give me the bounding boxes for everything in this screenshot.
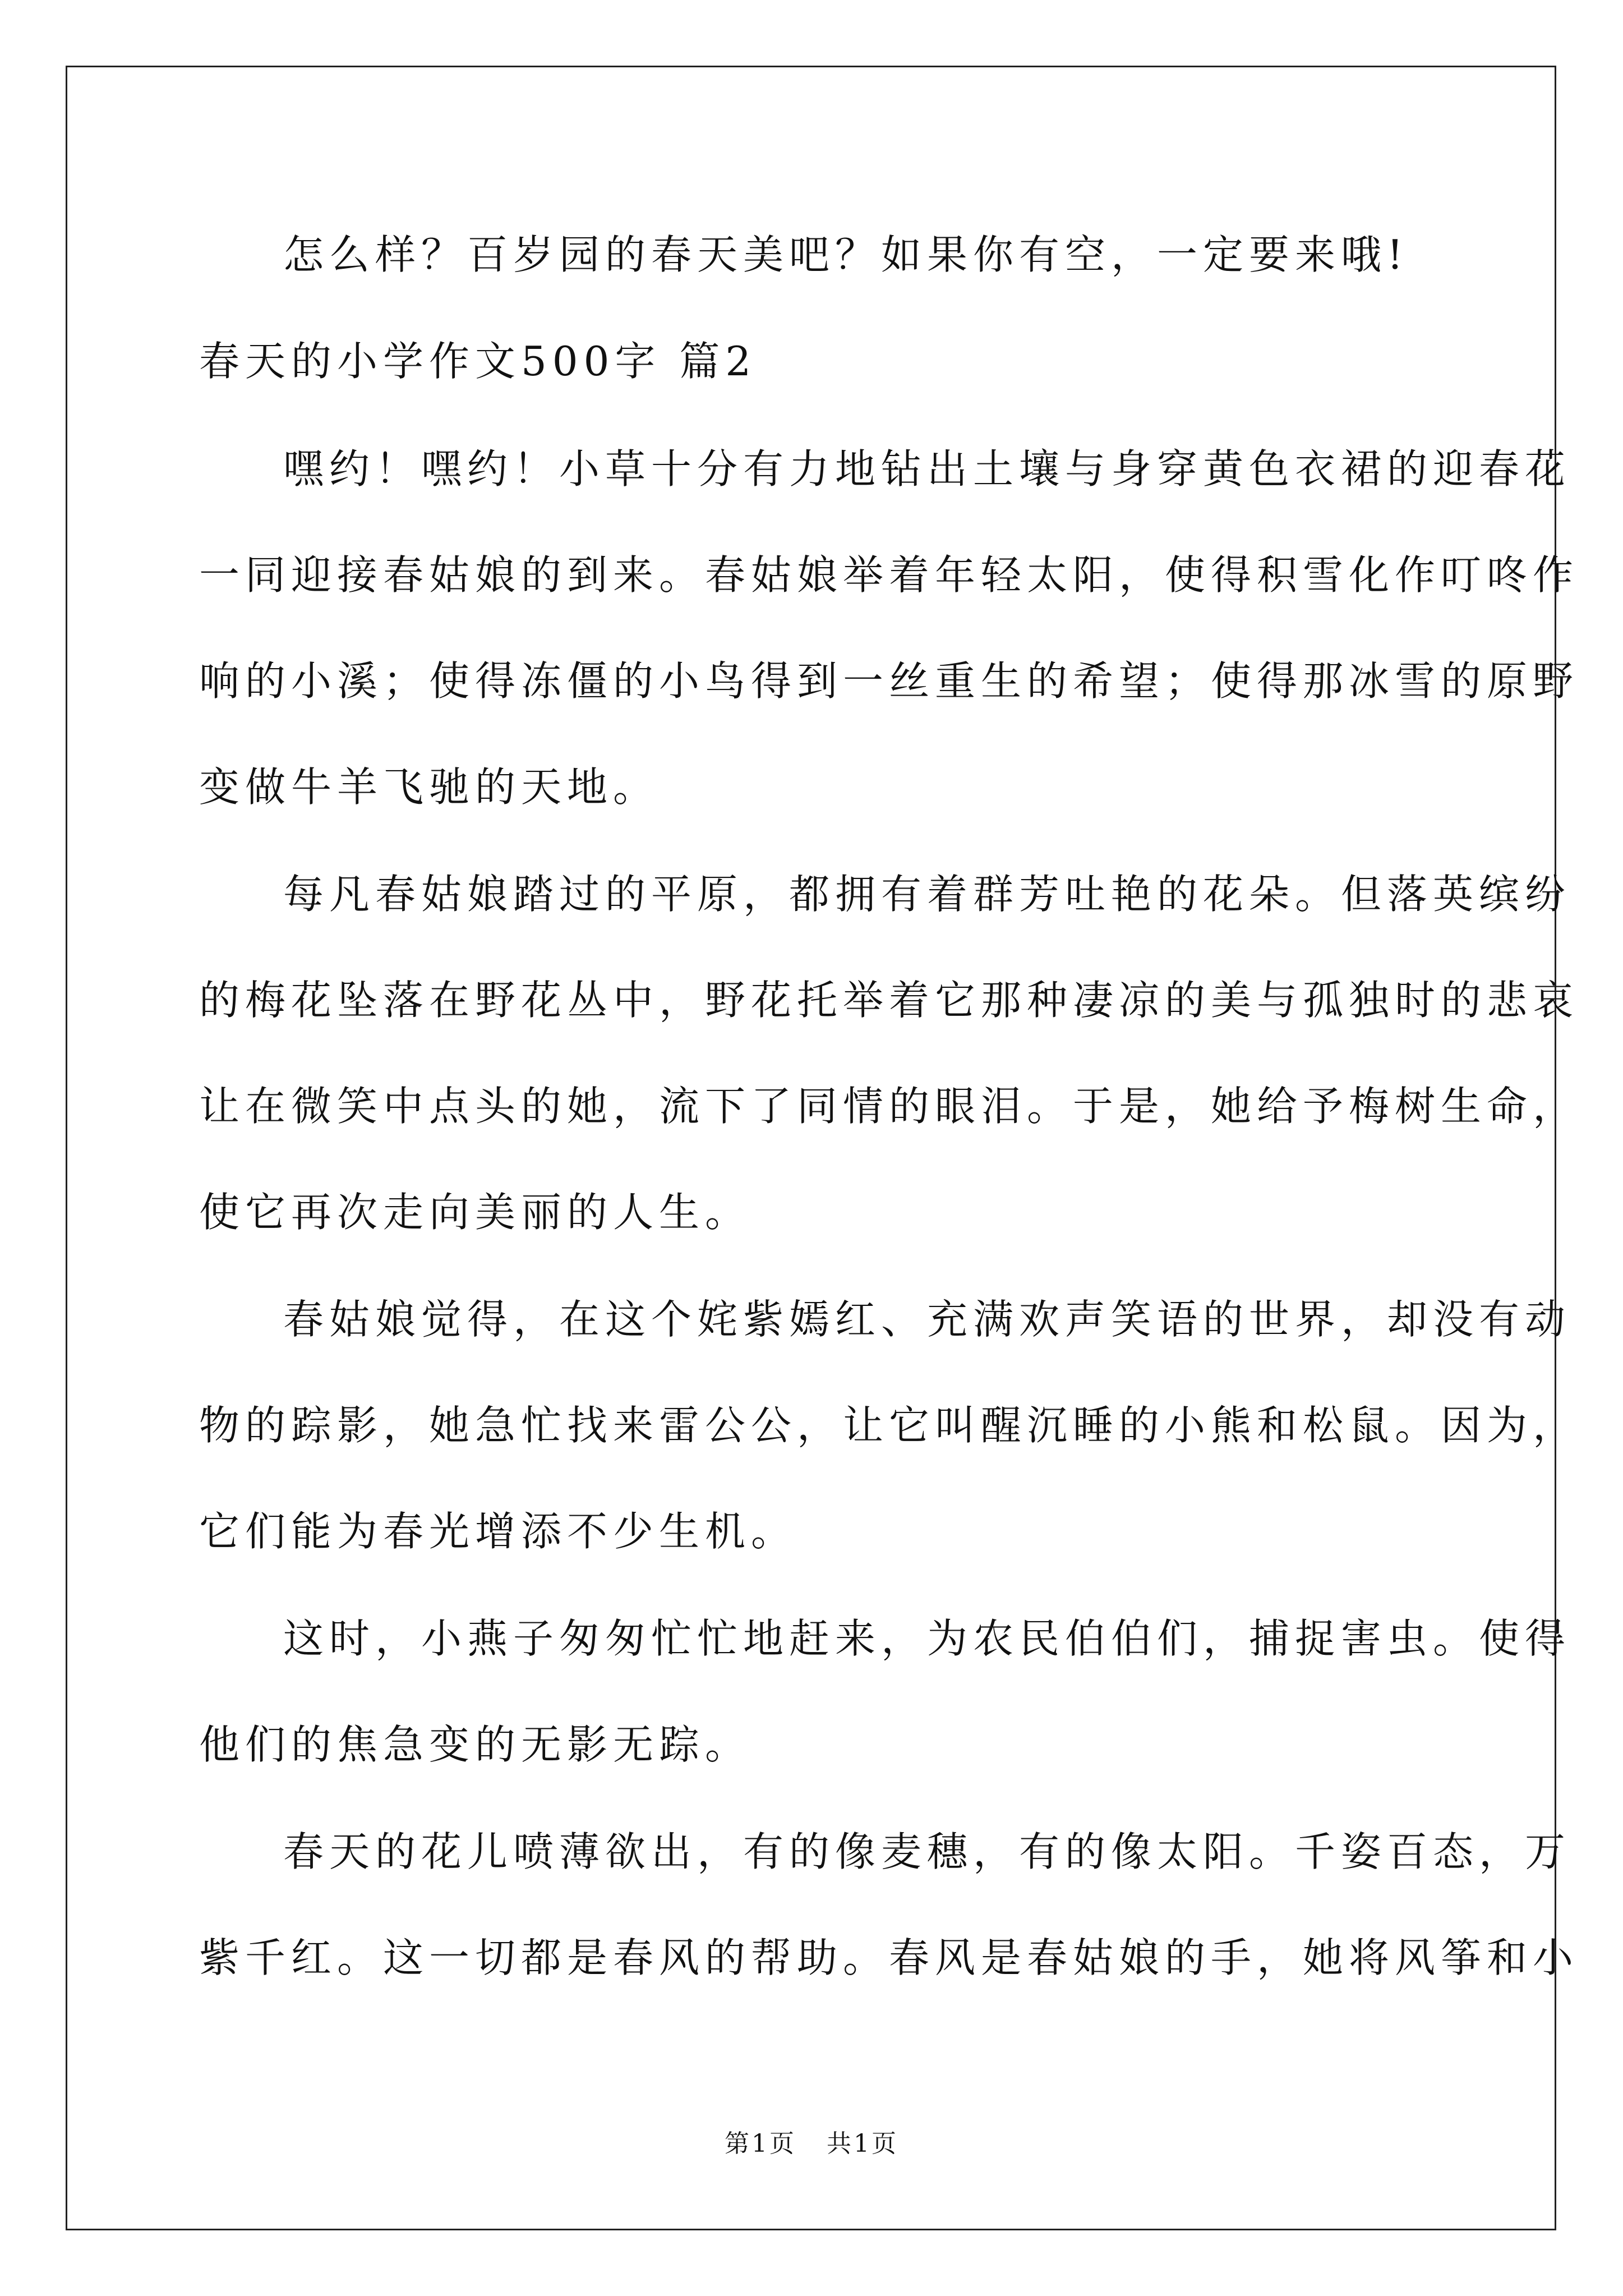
paragraph-line: 嘿约！嘿约！小草十分有力地钻出土壤与身穿黄色衣裙的迎春花 (283, 445, 1571, 493)
paragraph-line: 一同迎接春姑娘的到来。春姑娘举着年轻太阳，使得积雪化作叮咚作 (199, 551, 1579, 599)
closing-paragraph-line: 怎么样？百岁园的春天美吧？如果你有空，一定要来哦! (283, 231, 1409, 278)
paragraph-line: 变做牛羊飞驰的天地。 (199, 763, 660, 811)
page-footer: 第1页 共1页 (725, 2129, 898, 2158)
paragraph-line: 紫千红。这一切都是春风的帮助。春风是春姑娘的手，她将风筝和小 (199, 1934, 1579, 1981)
paragraph-line: 的梅花坠落在野花丛中，野花托举着它那种凄凉的美与孤独时的悲哀 (199, 977, 1579, 1024)
section-heading: 春天的小学作文500字 篇2 (199, 338, 757, 385)
paragraph-line: 春天的花儿喷薄欲出，有的像麦穗，有的像太阳。千姿百态，万 (283, 1828, 1571, 1875)
paragraph-line: 响的小溪；使得冻僵的小鸟得到一丝重生的希望；使得那冰雪的原野 (199, 657, 1579, 705)
paragraph-line: 他们的焦急变的无影无踪。 (199, 1721, 751, 1768)
paragraph-line: 使它再次走向美丽的人生。 (199, 1189, 751, 1236)
paragraph-line: 每凡春姑娘踏过的平原，都拥有着群芳吐艳的花朵。但落英缤纷 (283, 871, 1571, 918)
paragraph-line: 它们能为春光增添不少生机。 (199, 1508, 797, 1555)
paragraph-line: 物的踪影，她急忙找来雷公公，让它叫醒沉睡的小熊和松鼠。因为， (199, 1402, 1579, 1449)
page-border (66, 66, 1556, 2230)
paragraph-line: 这时，小燕子匆匆忙忙地赶来，为农民伯伯们，捕捉害虫。使得 (283, 1615, 1571, 1662)
paragraph-line: 春姑娘觉得，在这个姹紫嫣红、充满欢声笑语的世界，却没有动 (283, 1296, 1571, 1343)
paragraph-line: 让在微笑中点头的她，流下了同情的眼泪。于是，她给予梅树生命， (199, 1083, 1579, 1130)
